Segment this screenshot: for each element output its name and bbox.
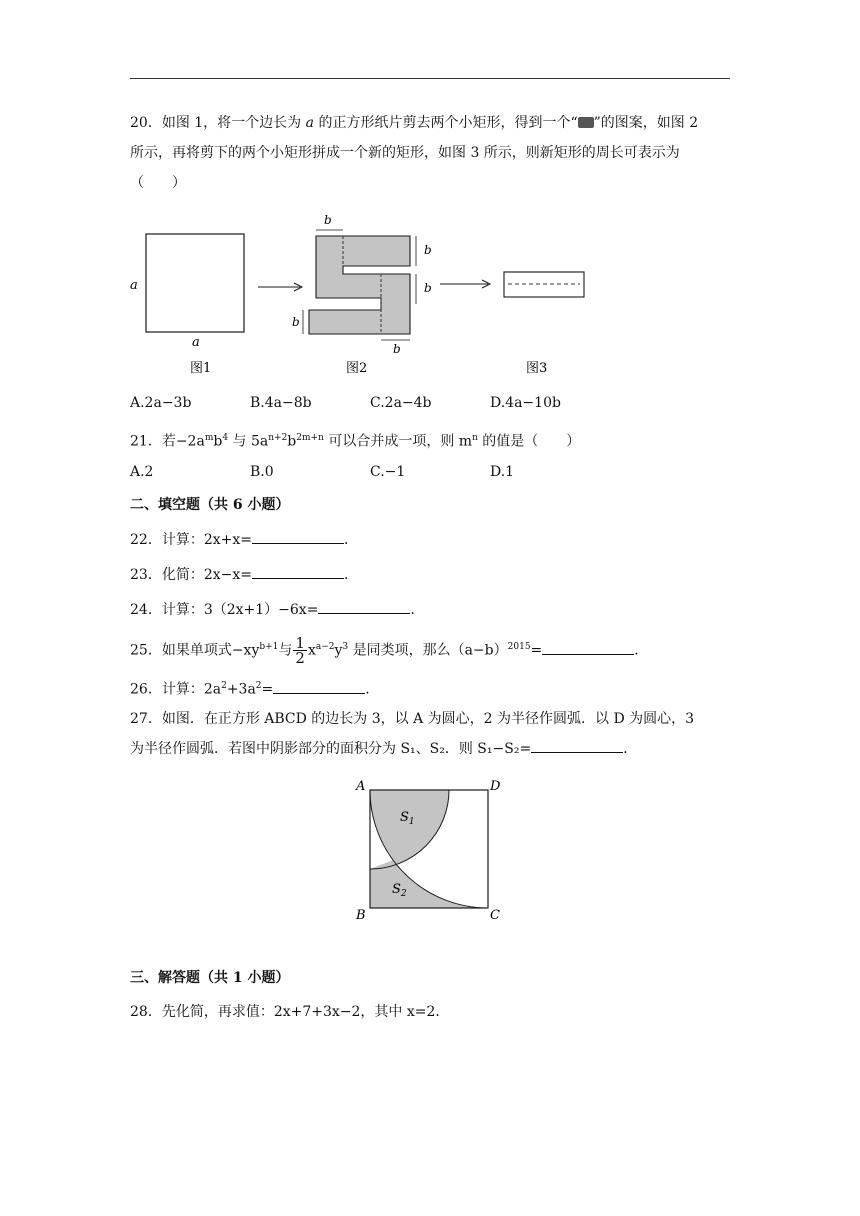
q20-text-2: 的正方形纸片剪去两个小矩形，得到一个“ [314,115,578,131]
q26-mid: +3a [226,681,256,698]
q20-figure [128,212,598,382]
question-27: 27．如图．在正方形 ABCD 的边长为 3，以 A 为圆心，2 为半径作圆弧．以 D 为圆心，3 为半径作圆弧．若图中阴影部分的面积分为 S₁、S₂．则 S₁−S₂= ． [130,711,695,757]
q27-text-2: 为半径作圆弧．若图中阴影部分的面积分为 S₁、S₂．则 S₁−S₂= [130,741,532,757]
question-28: 28．先化简，再求值：2x+7+3x−2，其中 x=2． [130,1004,450,1020]
q25-prefix: 25．如果单项式−xy [130,642,260,659]
fig1-square [146,234,244,332]
q20-options [130,389,735,417]
q21-term1-b: b [213,433,223,450]
dim-b-bottom-label: b [393,342,401,356]
header-rule [130,78,730,79]
q26-answer-blank[interactable] [273,679,365,694]
q20-option-a[interactable]: A.2a−3b [130,395,192,411]
question-23: 23．化简：2x−x= ． [130,561,735,589]
q26-exp2: 2 [255,681,262,691]
q23-answer-blank[interactable] [252,564,344,579]
q27-figure [350,774,510,924]
q25-frac-num: 1 [295,634,305,653]
section-2-title: 二、填空题（共 6 小题） [130,497,290,513]
q25-exp2: a−2 [315,642,335,652]
q21-suffix-exp: n [472,433,478,443]
q20-var-a: a [305,115,314,131]
q25-mid: 与 [278,642,293,659]
label-s1: $S_1$ [400,810,415,827]
q26-exp1: 2 [221,681,227,691]
q21-term2-exp2: 2m+n [296,433,324,443]
q25-exp1: b+1 [259,642,279,652]
q24-text: 24．计算：3（2x+1）−6x= [130,602,319,618]
section-3-title: 三、解答题（共 1 小题） [130,970,290,986]
dim-b-right1-label: b [424,243,432,257]
fig2-s-shape [309,236,410,334]
fig1-bottom-a: a [192,335,200,350]
q23-text: 23．化简：2x−x= [130,567,252,583]
q20-option-c[interactable]: C.2a−4b [370,395,432,411]
q22-text: 22．计算：2x+x= [130,532,252,548]
fig3-label: 图3 [526,361,548,376]
q20-paren: （ ） [130,175,186,191]
q22-answer-blank[interactable] [252,529,344,544]
question-25: 25．如果单项式$-xy^{b+1}$与 $\frac{1}{2}$ $x^{a-2}y^3$ 是同类项，那么$(a-b)^{2015}=$ ． [130,634,649,668]
dim-b-left-label: b [292,315,300,329]
s-shape-icon [578,117,594,128]
q21-term1-exp2: 4 [222,433,229,443]
q25-eq: = [530,642,543,659]
label-b: B [356,908,366,923]
question-24: 24．计算：3（2x+1）−6x= ． [130,596,735,624]
q21-options [130,458,735,486]
q25-fraction [293,634,307,668]
q21-term1: −2a [175,433,205,450]
label-s2: $S_2$ [392,882,407,899]
question-26: 26．计算：$2a^2+3a^2=$ ． [130,672,735,704]
q25-y: y [334,642,343,659]
q21-option-b[interactable]: B.0 [250,464,274,480]
dim-b-right2-label: b [424,281,432,295]
question-21 [130,424,735,456]
q20-text-4: 所示，再将剪下的两个小矩形拼成一个新的矩形，如图 3 所示，则新矩形的周长可表示为 [130,145,680,161]
q20-option-d[interactable]: D.4a−10b [490,395,561,411]
q21-prefix: 21．若 [130,433,176,450]
q21-option-d[interactable]: D.1 [490,464,515,480]
q21-mid: 与 5a [228,433,269,450]
q21-option-c[interactable]: C.−1 [370,464,406,480]
q21-suffix2: 的值是（ ） [477,433,581,450]
label-c: C [490,908,500,923]
q27-answer-blank[interactable] [531,738,623,753]
q21-term2-b: b [287,433,297,450]
q25-x: x [307,642,316,659]
q21-term1-exp1: m [204,433,214,443]
fig2-label: 图2 [346,361,368,376]
q25-exp4: 2015 [507,642,531,652]
q26-prefix: 26．计算：2a [130,681,222,698]
q27-text-1: 27．如图．在正方形 ABCD 的边长为 3，以 A 为圆心，2 为半径作圆弧．以 D 为圆心，3 [130,711,695,727]
label-d: D [490,779,501,794]
q25-exp3: 3 [342,642,349,652]
question-20 [130,108,735,198]
fig1-side-a: a [130,278,138,293]
q21-term2-exp1: n+2 [268,433,288,443]
dim-b-top-label: b [324,213,332,227]
q25-answer-blank[interactable] [542,640,634,655]
q21-suffix: 可以合并成一项，则 m [323,433,473,450]
q20-text-3: ”的图案，如图 2 [593,115,699,131]
q25-frac-den: 2 [295,649,305,668]
question-22: 22．计算：2x+x= ． [130,526,735,554]
q20-number: 20 [130,115,148,131]
fig1-label: 图1 [190,361,212,376]
q20-text-1: ．如图 1，将一个边长为 [147,115,306,131]
q21-option-a[interactable]: A.2 [130,464,154,480]
q25-suffix: 是同类项，那么（a−b） [348,642,508,659]
label-a: A [356,779,366,794]
q24-answer-blank[interactable] [318,599,410,614]
q26-eq: = [261,681,274,698]
q20-option-b[interactable]: B.4a−8b [250,395,312,411]
